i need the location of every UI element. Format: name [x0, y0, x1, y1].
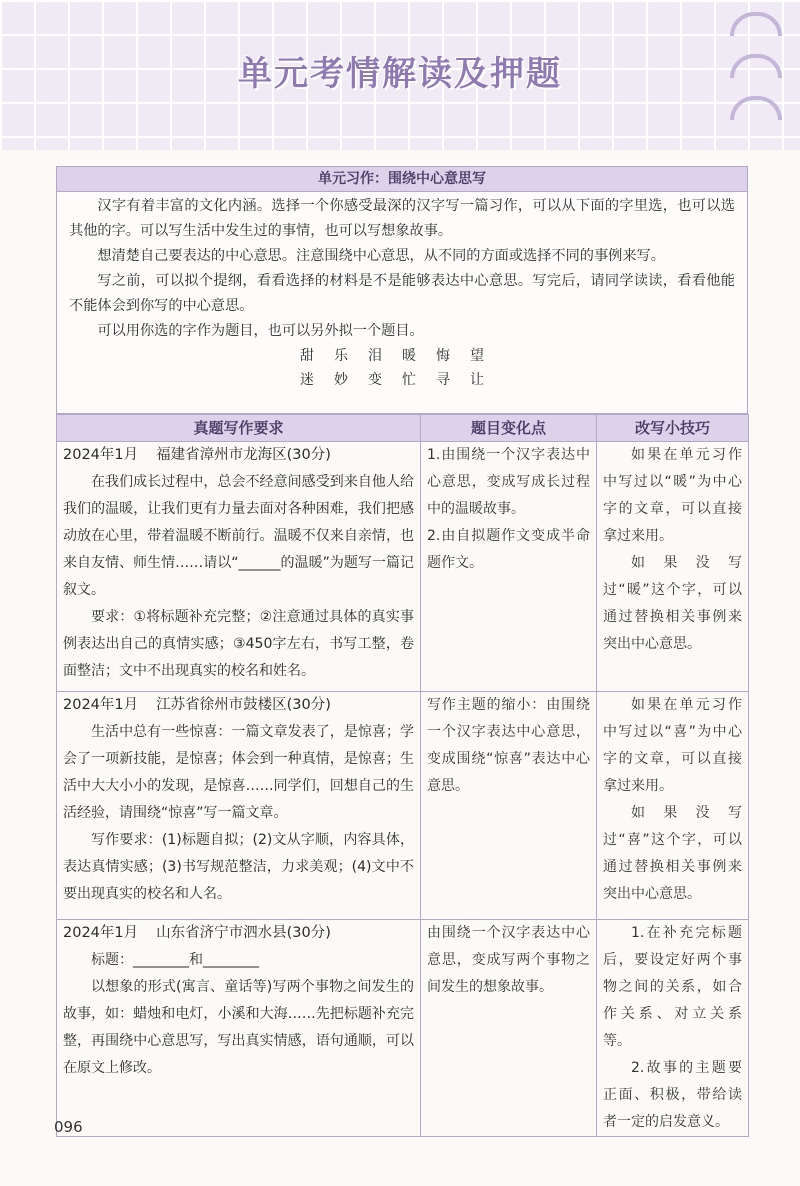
exam-date: 2024年1月 — [63, 697, 139, 713]
requirement-cell — [57, 692, 421, 920]
unit-composition-heading: 单元习作：围绕中心意思写 — [57, 167, 747, 192]
change-point: 写作主题的缩小：由围绕一个汉字表达中心意思，变成围绕“惊喜”表达中心意思。 — [427, 697, 590, 794]
binder-ring-icon — [730, 12, 782, 36]
exam-place: 江苏省徐州市鼓楼区(30分) — [156, 697, 331, 713]
change-point: 1.由围绕一个汉字表达中心意思，变成写成长过程中的温暖故事。 — [427, 447, 590, 517]
requirement-paragraph: 写作要求：(1)标题自拟；(2)文从字顺，内容具体，表达真情实感；(3)书写规范整洁，力求美观；(4)文中不要出现真实的校名和人名。 — [63, 832, 414, 902]
tip-cell — [597, 920, 749, 1137]
exam-table — [56, 414, 749, 1137]
table-row — [57, 920, 749, 1137]
requirement-cell — [57, 442, 421, 692]
exam-date: 2024年1月 — [63, 925, 139, 941]
character-row-2: 迷妙变忙寻让 — [300, 372, 504, 388]
exam-date: 2024年1月 — [63, 447, 139, 463]
unit-composition-body — [57, 192, 747, 392]
header-band — [0, 0, 800, 150]
page-title: 单元考情解读及押题 — [238, 54, 562, 94]
tip-paragraph: 2.故事的主题要正面、积极，带给读者一定的启发意义。 — [603, 1060, 742, 1130]
change-point: 由围绕一个汉字表达中心意思，变成写两个事物之间发生的想象故事。 — [427, 925, 590, 995]
exam-source — [63, 692, 414, 719]
exam-source — [63, 442, 414, 469]
tip-cell — [597, 692, 749, 920]
requirement-paragraph: 在我们成长过程中，总会不经意间感受到来自他人给我们的温暖，让我们更有力量去面对各种困难，我们把感动放在心里，带着温暖不断前行。温暖不仅来自亲情，也来自友情、师生情……请以“______的温暖”为题写一篇记叙文。 — [63, 474, 414, 598]
requirement-paragraph: 以想象的形式(寓言、童话等)写两个事物之间发生的故事，如：蜡烛和电灯，小溪和大海……先把标题补充完整，再围绕中心意思写，写出真实情感，语句通顺，可以在原文上修改。 — [63, 979, 414, 1076]
tip-cell — [597, 442, 749, 692]
exam-source — [63, 920, 414, 947]
exam-place: 福建省漳州市龙海区(30分) — [156, 447, 331, 463]
requirement-paragraph: 要求：①将标题补充完整；②注意通过具体的真实事例表达出自己的真情实感；③450字左右，书写工整，卷面整洁；文中不出现真实的校名和姓名。 — [63, 609, 414, 679]
binder-ring-icon — [730, 96, 782, 120]
unit-composition-box — [56, 166, 748, 414]
tip-paragraph: 如果在单元习作中写过以“暖”为中心字的文章，可以直接拿过来用。 — [603, 447, 742, 544]
change-cell — [421, 442, 597, 692]
column-header: 题目变化点 — [421, 415, 597, 442]
requirement-paragraph: 生活中总有一些惊喜：一篇文章发表了，是惊喜；学会了一项新技能，是惊喜；体会到一种真情，是惊喜；生活中大大小小的发现，是惊喜……同学们，回想自己的生活经验，请围绕“惊喜”写一篇文章。 — [63, 724, 414, 821]
composition-paragraph: 想清楚自己要表达的中心意思。注意围绕中心意思，从不同的方面或选择不同的事例来写。 — [97, 248, 665, 264]
tip-paragraph: 如果没写过“喜”这个字，可以通过替换相关事例来突出中心意思。 — [603, 805, 742, 902]
change-point: 2.由自拟题作文变成半命题作文。 — [427, 528, 590, 571]
composition-paragraph: 写之前，可以拟个提纲，看看选择的材料是不是能够表达中心意思。写完后，请同学读读，看看他能不能体会到你写的中心意思。 — [69, 273, 735, 314]
composition-paragraph: 可以用你选的字作为题目，也可以另外拟一个题目。 — [97, 323, 424, 339]
table-header-row — [57, 415, 749, 442]
column-header: 真题写作要求 — [57, 415, 421, 442]
character-row-1: 甜乐泪暖悔望 — [300, 348, 504, 364]
exam-place: 山东省济宁市泗水县(30分) — [156, 925, 331, 941]
title-blank-line: 标题：________和________ — [91, 952, 259, 968]
column-header: 改写小技巧 — [597, 415, 749, 442]
requirement-cell — [57, 920, 421, 1137]
page-number: 096 — [54, 1118, 83, 1136]
table-row — [57, 442, 749, 692]
change-cell — [421, 920, 597, 1137]
tip-paragraph: 如果没写过“暖”这个字，可以通过替换相关事例来突出中心意思。 — [603, 555, 742, 652]
table-row — [57, 692, 749, 920]
composition-paragraph: 汉字有着丰富的文化内涵。选择一个你感受最深的汉字写一篇习作，可以从下面的字里选，也可以选其他的字。可以写生活中发生过的事情，也可以写想象故事。 — [69, 198, 735, 239]
tip-paragraph: 如果在单元习作中写过以“喜”为中心字的文章，可以直接拿过来用。 — [603, 697, 742, 794]
tip-paragraph: 1.在补充完标题后，要设定好两个事物之间的关系，如合作关系、对立关系等。 — [603, 925, 742, 1049]
change-cell — [421, 692, 597, 920]
